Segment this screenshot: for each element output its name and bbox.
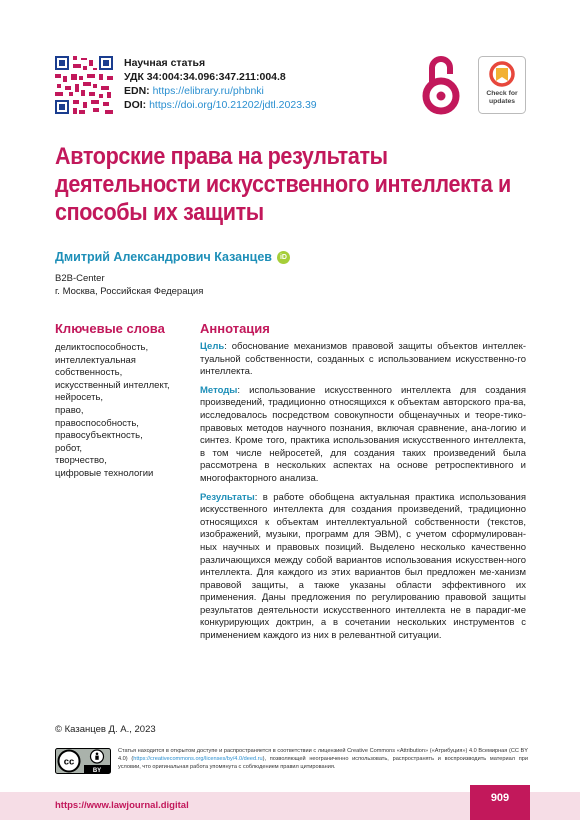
- doi-line: [124, 98, 317, 112]
- udc-code: УДК 34:004:34.096:347.211:004.8: [124, 71, 286, 83]
- affiliation-org: B2B-Center: [55, 273, 105, 284]
- keyword-item: творчество,: [55, 455, 107, 467]
- cc-by-label: BY: [92, 768, 102, 774]
- orcid-icon[interactable]: iD: [277, 251, 290, 264]
- keywords-heading: Ключевые слова: [55, 321, 165, 336]
- keyword-item: правосубъектность,: [55, 430, 143, 442]
- keyword-item: правоспособность,: [55, 417, 139, 429]
- abstract-body: [200, 341, 526, 649]
- abstract-methods: [200, 385, 526, 486]
- edn-line: [124, 84, 317, 98]
- article-metadata: [124, 56, 317, 112]
- license-text-pre: Статья находится в открытом доступе и распространяется в соответствии с лицензией Creative Commons «Attribution» («Атрибуция») 4.0 Всемирная (CC BY 4.0) (: [118, 748, 528, 763]
- edn-label: EDN:: [124, 85, 150, 97]
- check-for-updates-button[interactable]: [478, 56, 526, 114]
- page-number: 909: [470, 785, 530, 820]
- abstract-goal: [200, 341, 526, 379]
- qr-code-icon: [55, 56, 113, 114]
- article-type: Научная статья: [124, 57, 206, 69]
- results-text: : в работе обобщена актуальная практика использования искусственного интеллекта для создания произведений, традиционно относящихся к объектам интеллектуальной собственности (текстов, изображений, музыки, программ для ЭВМ), с учетом сформулирован-ных научных и правовых позиций. Выделено несколько качественно различающихся между собой вариантов использования искусствен-ного интеллекта. Для каждого из этих вариантов был предложен ме-ханизм правовой защиты, а также указаны области эффективного их применения. Даны предложения по регулированию правовой защиты результатов деятельности искусственного интеллекта не в парадиг-ме конкурирующих доктрин, а в сочетании нескольких инструментов с применением каждого из них в релевантной ситуации.: [200, 491, 526, 642]
- author-affiliation: [55, 272, 203, 298]
- keyword-item: цифровые технологии: [55, 467, 154, 479]
- author-line: [55, 250, 290, 264]
- keyword-item: нейросеть,: [55, 392, 104, 404]
- abstract-heading: Аннотация: [200, 321, 270, 336]
- keyword-item: право,: [55, 404, 84, 416]
- keyword-item: робот,: [55, 442, 83, 454]
- keyword-item: деликтоспособность,: [55, 342, 149, 353]
- journal-site-link[interactable]: https://www.lawjournal.digital: [55, 800, 189, 811]
- copyright-notice: © Казанцев Д. А., 2023: [55, 724, 156, 735]
- license-text: [118, 747, 528, 772]
- results-label: Результаты: [200, 491, 255, 503]
- edn-link[interactable]: https://elibrary.ru/phbnki: [152, 85, 264, 97]
- article-title: Авторские права на результаты деятельности искусственного интеллекта и способы их защиты: [55, 143, 511, 226]
- check-badge-line2: updates: [488, 98, 516, 105]
- cc-by-license-icon[interactable]: [55, 748, 111, 774]
- author-name: Дмитрий Александрович Казанцев: [55, 250, 272, 264]
- license-link[interactable]: https://creativecommons.org/licenses/by/4.0/deed.ru: [133, 756, 263, 763]
- abstract-results: [200, 492, 526, 643]
- open-access-icon: [420, 52, 462, 116]
- doi-link[interactable]: https://doi.org/10.21202/jdtl.2023.39: [149, 99, 317, 111]
- license-text-post: ), позволяющей неограниченно использовать, распространять и воспроизводить материал при условии, что оригинальная работа упомянута с соблюдением правил цитирования.: [118, 756, 528, 771]
- affiliation-location: г. Москва, Российская Федерация: [55, 286, 204, 297]
- cc-label: cc: [63, 756, 75, 768]
- doi-label: DOI:: [124, 99, 147, 111]
- goal-label: Цель: [200, 341, 225, 352]
- methods-text: : использование искусственного интеллекта для создания произведений, традиционно относящихся к объектам авторского пра-ва, исследовалось посредством совокупности общенаучных и теоре-тико-правовых методов научного познания, включая сравнение, ана-логию и синтез. Кроме того, практика использования искусственного интеллекта, в том числе нейросетей, для создания таких произведений была рассмотрена в нескольких аспектах на основе ретроспективного и многофакторного анализа.: [200, 384, 526, 484]
- methods-label: Методы: [200, 384, 238, 396]
- keywords-list: [55, 342, 180, 481]
- check-badge-line1: Check for: [486, 90, 518, 97]
- keyword-item: собственность,: [55, 367, 123, 379]
- keyword-item: интеллектуальная: [55, 354, 136, 366]
- keyword-item: искусственный интеллект,: [55, 379, 170, 391]
- goal-text: : обоснование механизмов правовой защиты объектов интеллек-туальной собственности, созданных с использованием искусственно-го интеллекта.: [200, 341, 526, 378]
